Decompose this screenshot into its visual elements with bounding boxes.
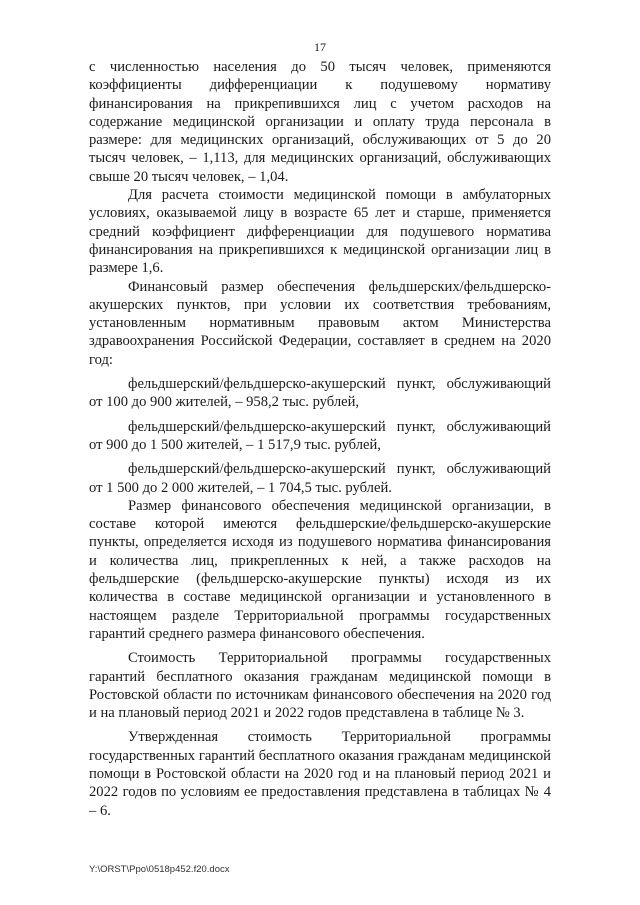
list-item: фельдшерский/фельдшерско-акушерский пункт, обслуживающий от 100 до 900 жителей, – 958,2 тыс. рублей, <box>89 376 551 411</box>
paragraph: Финансовый размер обеспечения фельдшерских/фельдшерско-акушерских пунктов, при условии их соответствия требованиям, установленным нормативным правовым актом Министерства здравоохранения Российской Федерации, составляет в среднем на 2020 год: <box>89 278 551 368</box>
paragraph: Утвержденная стоимость Территориальной программы государственных гарантий бесплатного оказания гражданам медицинской помощи в Ростовской области на 2020 год и на плановый период 2021 и 2022 годов по условиям ее предоставления представлена в таблицах № 4 – 6. <box>89 729 551 819</box>
page-number: 17 <box>314 40 326 54</box>
paragraph: Размер финансового обеспечения медицинской организации, в составе которой имеются фельдшерские/фельдшерско-акушерские пункты, определяется исходя из подушевого норматива финансирования и количества лиц, прикрепленных к ней, а также расходов на фельдшерские (фельдшерско-акушерские пункты) исходя из их количества в составе медицинской организации и установленного в настоящем разделе Территориальной программы государственных гарантий среднего размера финансового обеспечения. <box>89 497 551 642</box>
list-item: фельдшерский/фельдшерско-акушерский пункт, обслуживающий от 900 до 1 500 жителей, – 1 517,9 тыс. рублей, <box>89 418 551 453</box>
list-item: фельдшерский/фельдшерско-акушерский пункт, обслуживающий от 1 500 до 2 000 жителей, – 1 704,5 тыс. рублей. <box>89 461 551 496</box>
paragraph: с численностью населения до 50 тысяч человек, применяются коэффициенты дифференциации к подушевому нормативу финансирования на прикрепившихся лиц с учетом расходов на содержание медицинской организации и оплату труда персонала в размере: для медицинских организаций, обслуживающих от 5 до 20 тысяч человек, – 1,113, для медицинских организаций, обслуживающих свыше 20 тысяч человек, – 1,04. <box>89 59 551 185</box>
paragraph: Для расчета стоимости медицинской помощи в амбулаторных условиях, оказываемой лицу в возрасте 65 лет и старше, применяется средний коэффициент дифференциации для подушевого норматива финансирования на прикрепившихся к медицинской организации лиц в размере 1,6. <box>89 187 551 277</box>
paragraph: Стоимость Территориальной программы государственных гарантий бесплатного оказания гражданам медицинской помощи в Ростовской области по источникам финансового обеспечения на 2020 год и на плановый период 2021 и 2022 годов представлена в таблице № 3. <box>89 650 551 722</box>
body-text <box>89 58 551 820</box>
footer-file-path: Y:\ORST\Ppo\0518p452.f20.docx <box>89 864 230 875</box>
